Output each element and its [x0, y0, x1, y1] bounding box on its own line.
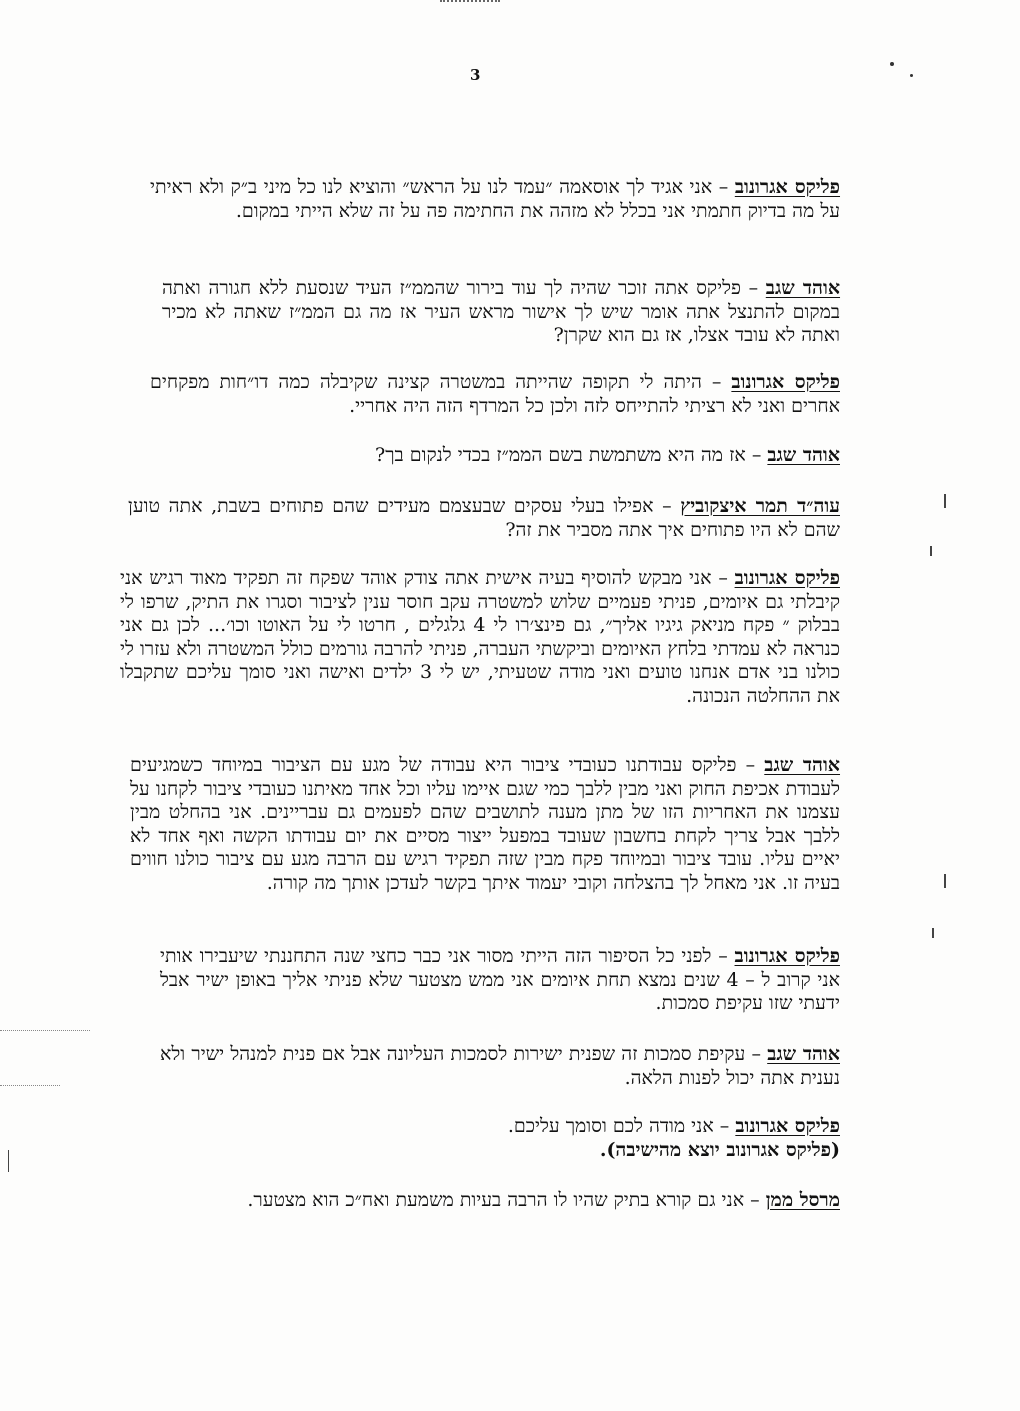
speaker-name: עוה״ד תמר איצקוביץ [680, 495, 840, 517]
scan-mark [930, 546, 932, 556]
paragraph-text: לפני כל הסיפור הזה הייתי מסור אני כבר כחצי שנה התחננתי שיעבירו אותי אני קרוב ל – 4 שנים נמצא תחת איומים אני ממש מצטער שלא פניתי אליך באופן ישיר אבל ידעתי שזו עקיפת סמכות. [160, 945, 840, 1014]
meeting-note: (פליקס אגרונוב יוצא מהישיבה). [599, 1138, 840, 1161]
scan-mark [932, 928, 934, 938]
speaker-name: פליקס אגרונוב [734, 176, 841, 198]
separator: – [751, 1043, 761, 1065]
transcript-paragraph [300, 1115, 840, 1162]
transcript-paragraph [128, 495, 840, 542]
scan-mark [944, 494, 946, 508]
scan-speck [910, 74, 913, 77]
speaker-name: אוהד שגב [764, 754, 841, 776]
speaker-name: אוהד שגב [767, 444, 840, 466]
separator: – [751, 444, 762, 466]
paragraph-text: היתה לי תקופה שהייתה במשטרה קצינה שקיבלה כמה דו״חות מפקחים אחרים ואני לא רציתי להתייחס לזה ולכן כל המרדף הזה היה אחריי. [150, 371, 840, 417]
separator: – [711, 371, 722, 393]
speaker-name: מרסל ממן [765, 1189, 840, 1211]
paragraph-text: פליקס אתה זוכר שהיה לך עוד בירור שהממ״ז העיד שנסעת ללא חגורה ואתה במקום להתנצל אתה אומר שיש לך אישור מראש העיר אז מה גם הממ״ז שאתה לא מכיר ואתה לא עובד אצלו, אז גם הוא שקרן? [162, 277, 840, 346]
separator: – [719, 1115, 730, 1137]
transcript-paragraph [160, 1043, 840, 1090]
scan-mark [8, 1150, 9, 1172]
paragraph-text: עקיפת סמכות זה שפנית ישירות לסמכות העליונה אבל אם פנית למנהל ישיר ולא נענית אתה יכול לפנות הלאה. [160, 1043, 840, 1089]
transcript-paragraph [162, 277, 840, 348]
speaker-name: פליקס אגרונוב [734, 567, 840, 589]
page-number: 3 [470, 66, 481, 84]
scan-artifact-top [440, 0, 500, 4]
speaker-name: פליקס אגרונוב [734, 945, 840, 967]
separator: – [718, 176, 729, 198]
transcript-paragraph [130, 1189, 840, 1213]
transcript-paragraph [150, 444, 840, 468]
transcript-paragraph [160, 945, 840, 1016]
speaker-name: פליקס אגרונוב [731, 371, 840, 393]
speaker-name: פליקס אגרונוב [735, 1115, 840, 1137]
transcript-paragraph [150, 176, 840, 223]
transcript-paragraph [120, 567, 840, 708]
transcript-paragraph [130, 754, 840, 895]
speaker-name: אוהד שגב [765, 277, 841, 299]
paragraph-text: אני גם קורא בתיק שהיו לו הרבה בעיות משמעת ואח״כ הוא מצטער. [247, 1189, 745, 1211]
separator: – [662, 495, 672, 517]
scan-speck [890, 62, 894, 66]
paragraph-text: אז מה היא משתמשת בשם הממ״ז בכדי לנקום בך? [375, 444, 746, 466]
speaker-name: אוהד שגב [767, 1043, 840, 1065]
transcript-paragraph [150, 371, 840, 418]
paragraph-text: אני מבקש להוסיף בעיה אישית אתה צודק אוהד שפקח זה תפקיד מאוד רגיש אני קיבלתי גם איומים, פניתי פעמיים שלוש למשטרה עקב חוסר ענין לציבור וסגרו את התיק, שרפו לי בבלוק ״ פקח מניאק גיגיו אליך״, גם פינצ׳רו לי 4 גלגלים , חרטו לי על האוטו וכו׳... לכן גם אני כנראה לא עמדתי בלחץ האיומים וביקשתי העברה, פניתי להרבה גורמים כולל המשטרה ולא עזרו לי כולנו בני אדם אנחנו טועים ואני מודה שטעיתי, יש לי 3 ילדים ואישה ואני סומך עליכם שתקבלו את ההחלטה הנכונה. [120, 567, 840, 707]
paragraph-text: אפילו בעלי עסקים שבעצמם מעידים שהם פתוחים בשבת, אתה טוען שהם לא היו פתוחים איך אתה מסביר את זה? [128, 495, 840, 541]
separator: – [748, 277, 759, 299]
separator: – [718, 945, 728, 967]
paragraph-text: אני אגיד לך אוסאמה ״עמד לנו על הראש״ והוציא לנו כל מיני ב״ק ולא ראיתי על מה בדיוק חתמתי אני בכלל לא מזהה את החתימה פה על זה שלא הייתי במקום. [150, 176, 840, 222]
scan-dots [0, 1085, 60, 1087]
paragraph-text: אני מודה לכם וסומך עליכם. [507, 1115, 714, 1137]
scan-dots [0, 1030, 90, 1032]
separator: – [718, 567, 728, 589]
paragraph-text: פליקס עבודתנו כעובדי ציבור היא עבודה של מגע עם הציבור במיוחד כשמגיעים לעבודת אכיפת החוק ואני מבין ללבך כמי שגם איימו עליו וכל אחד מאיתנו כעובדי ציבור לקחנו על עצמנו את האחריות הזו של מתן מענה לתושבים שהם לפעמים גם עבריינים. אני בהחלט מבין ללבך אבל צריך לקחת בחשבון שעובד במפעל ייצור מסיים את יום עבודתו הקשה ואף אחד לא יאיים עליו. עובד ציבור ובמיוחד פקח מבין שזה תפקיד רגיש עם הרבה מגע עם ציבור כולנו חווים בעיה זו. אני מאחל לך בהצלחה וקובי יעמוד איתך בקשר לעדכן אותך מה קורה. [130, 754, 840, 894]
separator: – [750, 1189, 760, 1211]
scan-mark [944, 874, 946, 888]
separator: – [745, 754, 756, 776]
